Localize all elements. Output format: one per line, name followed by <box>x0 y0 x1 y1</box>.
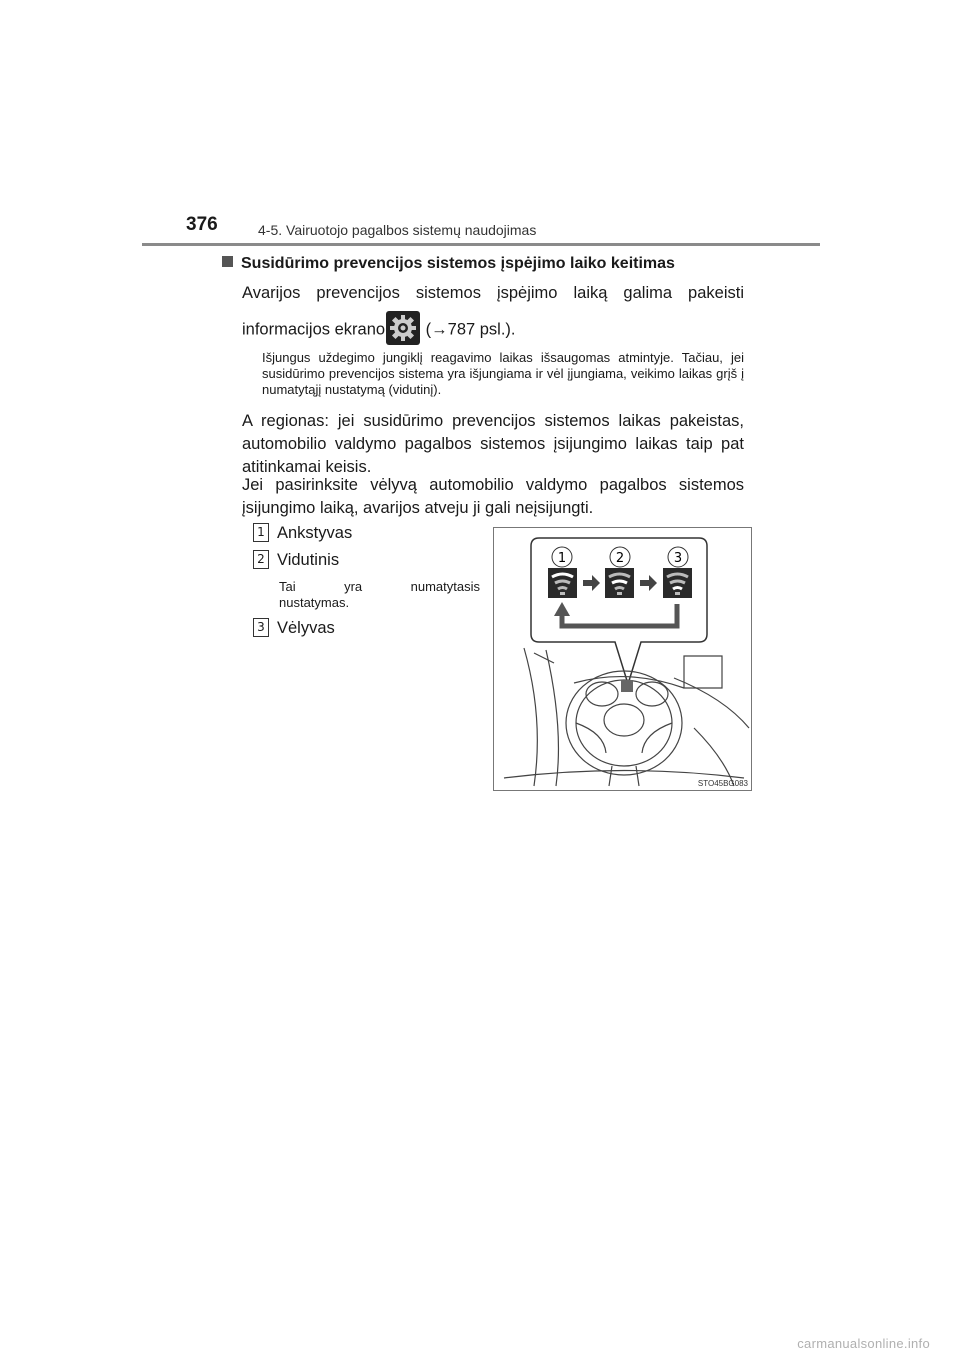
note-1: Išjungus uždegimo jungiklį reagavimo laikas išsaugomas atmintyje. Tačiau, jei susidūrimo prevencijos sistema yra išjungiama ir vėl įjungiama, veikimo laikas grįš į numatytąjį nustatymą (vidutinį). <box>262 350 744 397</box>
section-title: 4-5. Vairuotojo pagalbos sistemų naudojimas <box>258 222 537 238</box>
list-item-early <box>253 523 352 543</box>
item-number: 3 <box>253 618 269 637</box>
list-item-late <box>253 618 335 638</box>
note-2-word-1: Tai <box>279 579 296 594</box>
item-label: Vidutinis <box>277 551 340 569</box>
figure-code: STO45BG083 <box>697 779 748 788</box>
figure-label-1: 1 <box>557 551 567 566</box>
paragraph-1-after-icon: (→787 psl.). <box>421 320 516 339</box>
figure-label-2: 2 <box>615 551 625 566</box>
note-2-word-2: yra <box>344 579 363 594</box>
note-2 <box>279 579 480 611</box>
warning-timing-early-icon <box>548 568 577 598</box>
paragraph-1-line-1: Avarijos prevencijos sistemos įspėjimo laiką galima pakeisti <box>242 284 744 302</box>
note-2-line-2: nustatymas. <box>279 595 350 610</box>
illustration-figure <box>493 527 752 791</box>
highlighted-display <box>621 680 633 692</box>
figure-label-3: 3 <box>673 551 683 566</box>
paragraph-1-before-icon: informacijos ekrano <box>242 320 386 339</box>
warning-timing-late-icon <box>663 568 692 598</box>
header-rule <box>142 243 820 246</box>
item-label: Vėlyvas <box>277 619 335 637</box>
list-item-medium <box>253 550 339 570</box>
heading-text: Susidūrimo prevencijos sistemos įspėjimo laiko keitimas <box>241 255 675 272</box>
paragraph-1-line-2 <box>242 313 516 347</box>
item-label: Ankstyvas <box>277 524 353 542</box>
item-number: 2 <box>253 550 269 569</box>
paragraph-2: A regionas: jei susidūrimo prevencijos sistemos laikas pakeistas, automobilio valdymo pagalbos sistemos įsijungimo laikas taip pat atitinkamai keisis. <box>242 412 744 476</box>
paragraph-3: Jei pasirinksite vėlyvą automobilio valdymo pagalbos sistemos įsijungimo laiką, avarijos atveju ji gali neįsijungti. <box>242 476 744 517</box>
warning-timing-medium-icon <box>605 568 634 598</box>
item-number: 1 <box>253 523 269 542</box>
section-heading <box>222 255 675 273</box>
bullet-square-icon <box>222 256 233 267</box>
note-2-word-3: numatytasis <box>410 579 480 594</box>
watermark: carmanualsonline.info <box>797 1336 930 1351</box>
page-number: 376 <box>186 214 218 235</box>
settings-gear-icon <box>386 311 420 345</box>
